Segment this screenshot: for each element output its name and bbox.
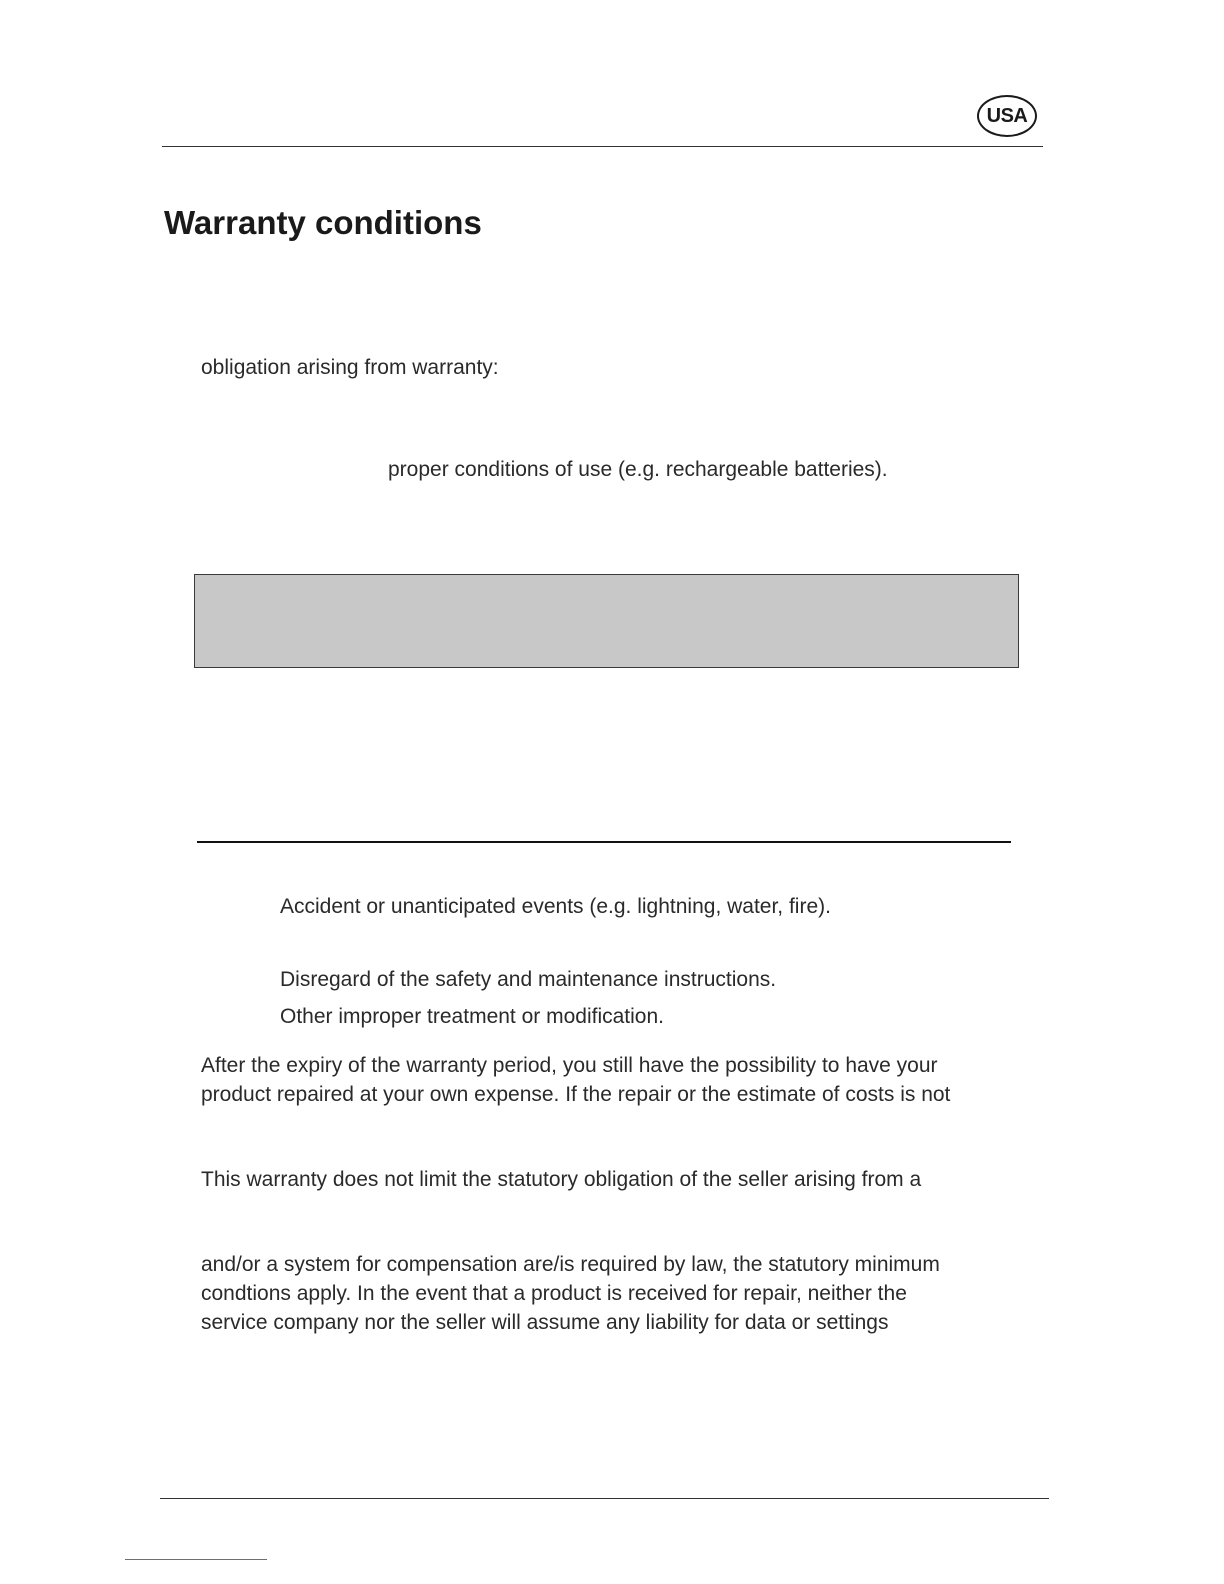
proper-conditions-text: proper conditions of use (e.g. rechargeable batteries). [388,458,888,481]
exclusion-accident: Accident or unanticipated events (e.g. lightning, water, fire). [280,895,831,918]
statutory-paragraph: This warranty does not limit the statutory obligation of the seller arising from a [201,1168,922,1191]
minimum-paragraph-line-2: condtions apply. In the event that a product is received for repair, neither the [201,1282,907,1305]
footer-divider [160,1498,1049,1499]
section-divider [197,841,1011,843]
minimum-paragraph-line-1: and/or a system for compensation are/is required by law, the statutory minimum [201,1253,940,1276]
header-divider [162,146,1043,147]
exclusion-other: Other improper treatment or modification. [280,1005,664,1028]
footer-link-underline[interactable] [125,1559,267,1560]
page-title: Warranty conditions [164,204,482,241]
highlight-box [194,574,1019,668]
country-badge-usa: USA [977,95,1037,137]
expiry-paragraph-line-2: product repaired at your own expense. If the repair or the estimate of costs is not [201,1083,951,1106]
obligation-text: obligation arising from warranty: [201,356,499,379]
minimum-paragraph-line-3: service company nor the seller will assume any liability for data or settings [201,1311,889,1334]
expiry-paragraph-line-1: After the expiry of the warranty period, you still have the possibility to have your [201,1054,938,1077]
exclusion-disregard: Disregard of the safety and maintenance instructions. [280,968,777,991]
